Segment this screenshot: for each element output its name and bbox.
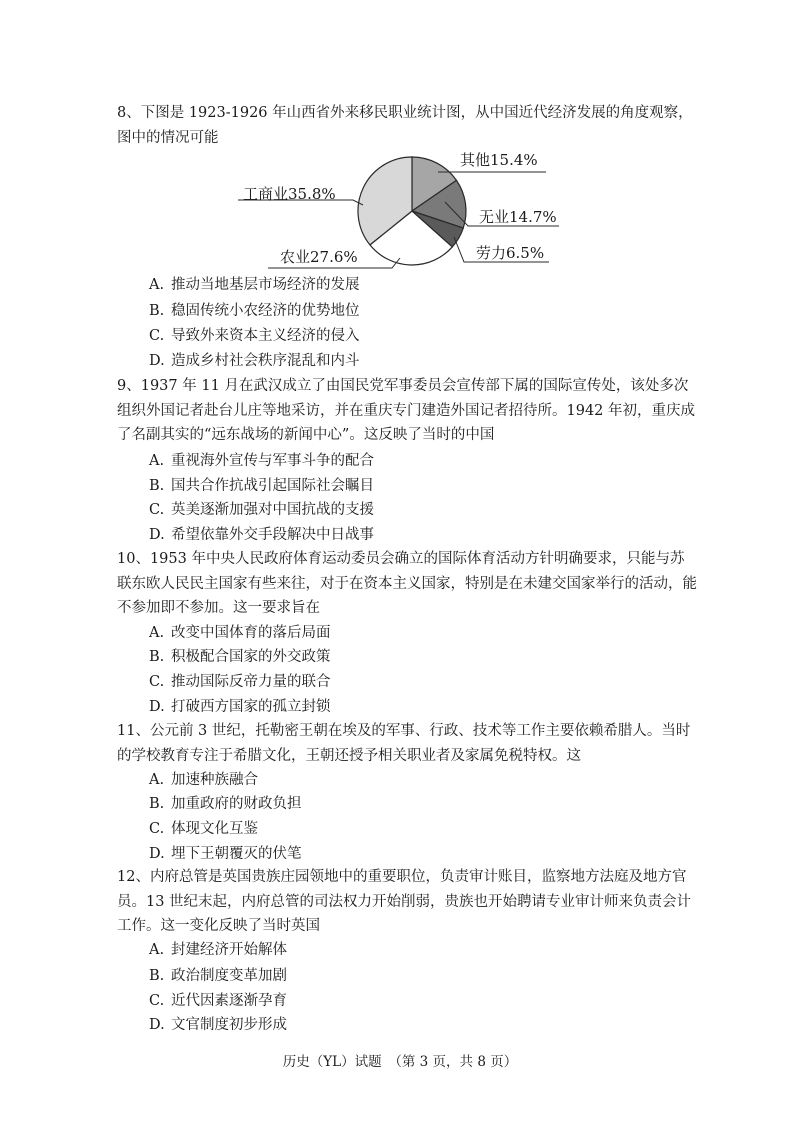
pie-label-劳力: 劳力6.5% <box>476 244 545 262</box>
option-label: D. <box>149 353 165 369</box>
option-text: 积极配合国家的外交政策 <box>171 649 331 665</box>
option-label: B. <box>149 303 165 319</box>
option-text: 政治制度变革加剧 <box>171 968 287 984</box>
option-label: B. <box>149 796 165 812</box>
option-text: 打破西方国家的孤立封锁 <box>171 699 331 715</box>
option-text: 体现文化互鉴 <box>171 821 258 837</box>
pie-label-无业: 无业14.7% <box>479 208 557 226</box>
question-11-option-b[interactable] <box>149 794 302 814</box>
question-9-option-a[interactable] <box>149 451 374 471</box>
question-8-option-b[interactable] <box>149 301 360 321</box>
question-12-stem: 12、内府总管是英国贵族庄园领地中的重要职位，负责审计账目，监察地方法庭及地方官员。13 世纪末起，内府总管的司法权力开始削弱，贵族也开始聘请专业审计师来负责会计工作。这一变化反映了当时英国 <box>117 869 692 934</box>
question-12-option-c[interactable] <box>149 991 287 1011</box>
option-text: 英美逐渐加强对中国抗战的支援 <box>171 502 374 518</box>
option-label: C. <box>149 502 165 518</box>
option-text: 推动当地基层市场经济的发展 <box>171 277 360 293</box>
question-11-option-d[interactable] <box>149 844 302 864</box>
option-label: A. <box>149 772 165 788</box>
occupation-pie-chart <box>0 0 800 290</box>
option-text: 稳固传统小农经济的优势地位 <box>171 303 360 319</box>
option-label: B. <box>149 649 165 665</box>
option-text: 埋下王朝覆灭的伏笔 <box>171 846 302 862</box>
pie-label-其他: 其他15.4% <box>460 151 538 169</box>
question-12-option-a[interactable] <box>149 940 287 960</box>
question-10-option-a[interactable] <box>149 623 331 643</box>
option-text: 近代因素逐渐孕育 <box>171 993 287 1009</box>
option-label: D. <box>149 846 165 862</box>
option-label: D. <box>149 527 165 543</box>
option-text: 改变中国体育的落后局面 <box>171 625 331 641</box>
option-label: C. <box>149 993 165 1009</box>
option-label: B. <box>149 478 165 494</box>
page-footer: 历史（YL）试题 （第 3 页，共 8 页） <box>282 1054 518 1070</box>
option-label: A. <box>149 942 165 958</box>
question-10-stem: 10、1953 年中央人民政府体育运动委员会确立的国际体育活动方针明确要求，只能与苏联东欧人民民主国家有些来往，对于在资本主义国家，特别是在未建交国家举行的活动，能不参加即不参加。这一要求旨在 <box>117 551 697 616</box>
pie-slices <box>358 157 466 265</box>
option-text: 造成乡村社会秩序混乱和内斗 <box>171 353 360 369</box>
question-10-option-b[interactable] <box>149 647 331 667</box>
question-9-option-b[interactable] <box>149 476 374 496</box>
option-label: B. <box>149 968 165 984</box>
question-10-option-c[interactable] <box>149 672 331 692</box>
option-text: 封建经济开始解体 <box>171 942 287 958</box>
option-text: 文官制度初步形成 <box>171 1017 287 1033</box>
option-text: 重视海外宣传与军事斗争的配合 <box>171 453 374 469</box>
question-11-option-c[interactable] <box>149 819 258 839</box>
question-9-option-c[interactable] <box>149 500 374 520</box>
question-8-option-a[interactable] <box>149 275 360 295</box>
option-label: C. <box>149 328 165 344</box>
question-11-option-a[interactable] <box>149 770 258 790</box>
option-text: 国共合作抗战引起国际社会瞩目 <box>171 478 374 494</box>
option-label: D. <box>149 1017 165 1033</box>
option-label: A. <box>149 277 165 293</box>
question-10-option-d[interactable] <box>149 697 331 717</box>
question-11-stem: 11、公元前 3 世纪，托勒密王朝在埃及的军事、行政、技术等工作主要依赖希腊人。当时的学校教育专注于希腊文化，王朝还授予相关职业者及家属免税特权。这 <box>117 723 691 764</box>
option-label: C. <box>149 674 165 690</box>
question-8-option-c[interactable] <box>149 326 360 346</box>
option-text: 加重政府的财政负担 <box>171 796 302 812</box>
option-text: 推动国际反帝力量的联合 <box>171 674 331 690</box>
option-label: D. <box>149 699 165 715</box>
pie-label-农业: 农业27.6% <box>280 248 358 266</box>
option-label: C. <box>149 821 165 837</box>
option-text: 导致外来资本主义经济的侵入 <box>171 328 360 344</box>
option-text: 希望依靠外交手段解决中日战事 <box>171 527 374 543</box>
pie-label-工商业: 工商业35.8% <box>243 185 336 203</box>
option-text: 加速种族融合 <box>171 772 258 788</box>
question-12-option-b[interactable] <box>149 966 287 986</box>
question-9-option-d[interactable] <box>149 525 374 545</box>
question-9-stem: 9、1937 年 11 月在武汉成立了由国民党军事委员会宣传部下属的国际宣传处，该处多次组织外国记者赴台儿庄等地采访，并在重庆专门建造外国记者招待所。1942 年初，重庆成了名副其实的“远东战场的新闻中心”。这反映了当时的中国 <box>117 378 696 443</box>
option-label: A. <box>149 453 165 469</box>
question-12-option-d[interactable] <box>149 1015 287 1035</box>
question-8-option-d[interactable] <box>149 351 360 371</box>
option-label: A. <box>149 625 165 641</box>
question-8-stem: 8、下图是 1923-1926 年山西省外来移民职业统计图，从中国近代经济发展的角度观察，图中的情况可能 <box>117 105 693 146</box>
